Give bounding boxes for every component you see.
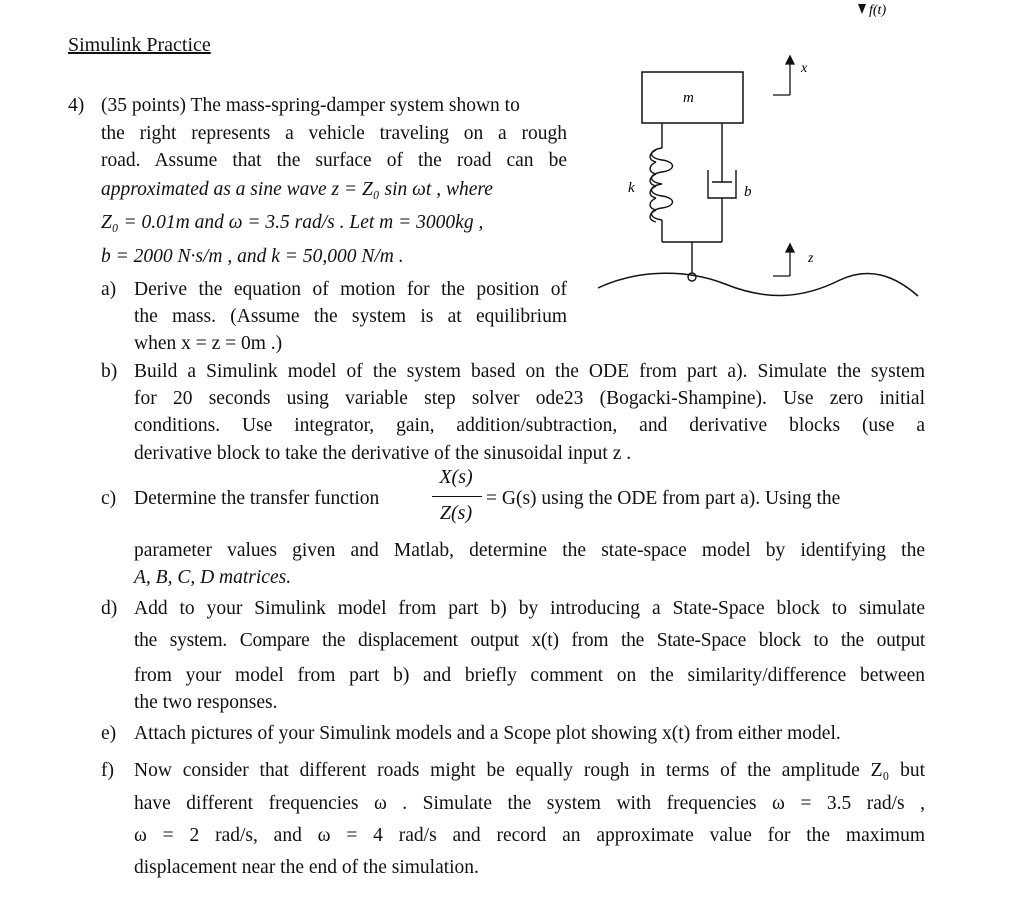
part-b-line: for 20 seconds using variable step solver ode23 (Bogacki-Shampine). Use zero initial xyxy=(134,388,925,409)
x-label: x xyxy=(801,61,808,76)
part-d-line: from your model from part b) and briefly comment on the similarity/difference between xyxy=(134,665,925,686)
intro-line: the right represents a vehicle traveling on a rough xyxy=(101,123,567,144)
part-a-label: a) xyxy=(101,279,117,300)
fraction-numerator: X(s) xyxy=(439,466,473,488)
mass-spring-damper-figure xyxy=(0,0,1024,320)
force-arrow xyxy=(858,3,886,18)
part-d-line: the two responses. xyxy=(134,692,278,713)
part-c-line: parameter values given and Matlab, determine the state-space model by identifying the xyxy=(134,540,925,561)
question-number: 4) xyxy=(68,95,85,116)
part-c-text: = G(s) using the ODE from part a). Using the xyxy=(486,488,841,509)
road-surface xyxy=(598,273,918,296)
mass-label: m xyxy=(683,90,694,106)
part-d-line: the system. Compare the displacement output x(t) from the State-Space block to the output xyxy=(134,630,925,651)
part-f-line: have different frequencies ω . Simulate the system with frequencies ω = 3.5 rad/s , xyxy=(134,793,925,814)
part-e-line: Attach pictures of your Simulink models and a Scope plot showing x(t) from either model. xyxy=(134,723,841,744)
part-c-line: A, B, C, D matrices. xyxy=(134,567,292,588)
spring xyxy=(650,123,673,242)
part-a-line: when x = z = 0m .) xyxy=(134,333,283,354)
page-title: Simulink Practice xyxy=(68,34,211,56)
fraction-denominator: Z(s) xyxy=(439,502,473,524)
intro-line: Z₀ = 0.01m and ω = 3.5 rad/s . Let m = 3000kg , xyxy=(101,212,484,233)
part-f-line: Now consider that different roads might be equally rough in terms of the amplitude Z₀ but xyxy=(134,760,925,781)
damper-label: b xyxy=(744,184,752,200)
spring-label: k xyxy=(628,180,635,196)
part-b-line: derivative block to take the derivative of the sinusoidal input z . xyxy=(134,443,632,464)
z-label: z xyxy=(808,251,814,266)
part-c-text: Determine the transfer function xyxy=(134,488,380,509)
part-d-label: d) xyxy=(101,598,118,619)
intro-line: (35 points) The mass-spring-damper system shown to xyxy=(101,95,520,116)
force-label: f(t) xyxy=(869,3,887,18)
part-c-label: c) xyxy=(101,488,117,509)
damper xyxy=(708,123,736,242)
intro-line: b = 2000 N·s/m , and k = 50,000 N/m . xyxy=(101,246,404,267)
part-a-line: Derive the equation of motion for the position of xyxy=(134,279,567,300)
intro-line: road. Assume that the surface of the road can be xyxy=(101,150,567,171)
x-displacement-arrow xyxy=(773,56,794,95)
part-a-line: the mass. (Assume the system is at equilibrium xyxy=(134,306,567,327)
z-displacement-arrow xyxy=(773,244,794,276)
intro-line: approximated as a sine wave z = Z₀ sin ωt , where xyxy=(101,179,493,200)
part-b-line: Build a Simulink model of the system based on the ODE from part a). Simulate the system xyxy=(134,361,925,382)
part-d-line: Add to your Simulink model from part b) by introducing a State-Space block to simulate xyxy=(134,598,925,619)
part-f-line: ω = 2 rad/s, and ω = 4 rad/s and record an approximate value for the maximum xyxy=(134,825,925,846)
part-e-label: e) xyxy=(101,723,117,744)
part-f-label: f) xyxy=(101,760,114,781)
fraction-bar xyxy=(432,496,482,497)
part-f-line: displacement near the end of the simulation. xyxy=(134,857,479,878)
part-b-label: b) xyxy=(101,361,118,382)
part-b-line: conditions. Use integrator, gain, addition/subtraction, and derivative blocks (use a xyxy=(134,415,925,436)
